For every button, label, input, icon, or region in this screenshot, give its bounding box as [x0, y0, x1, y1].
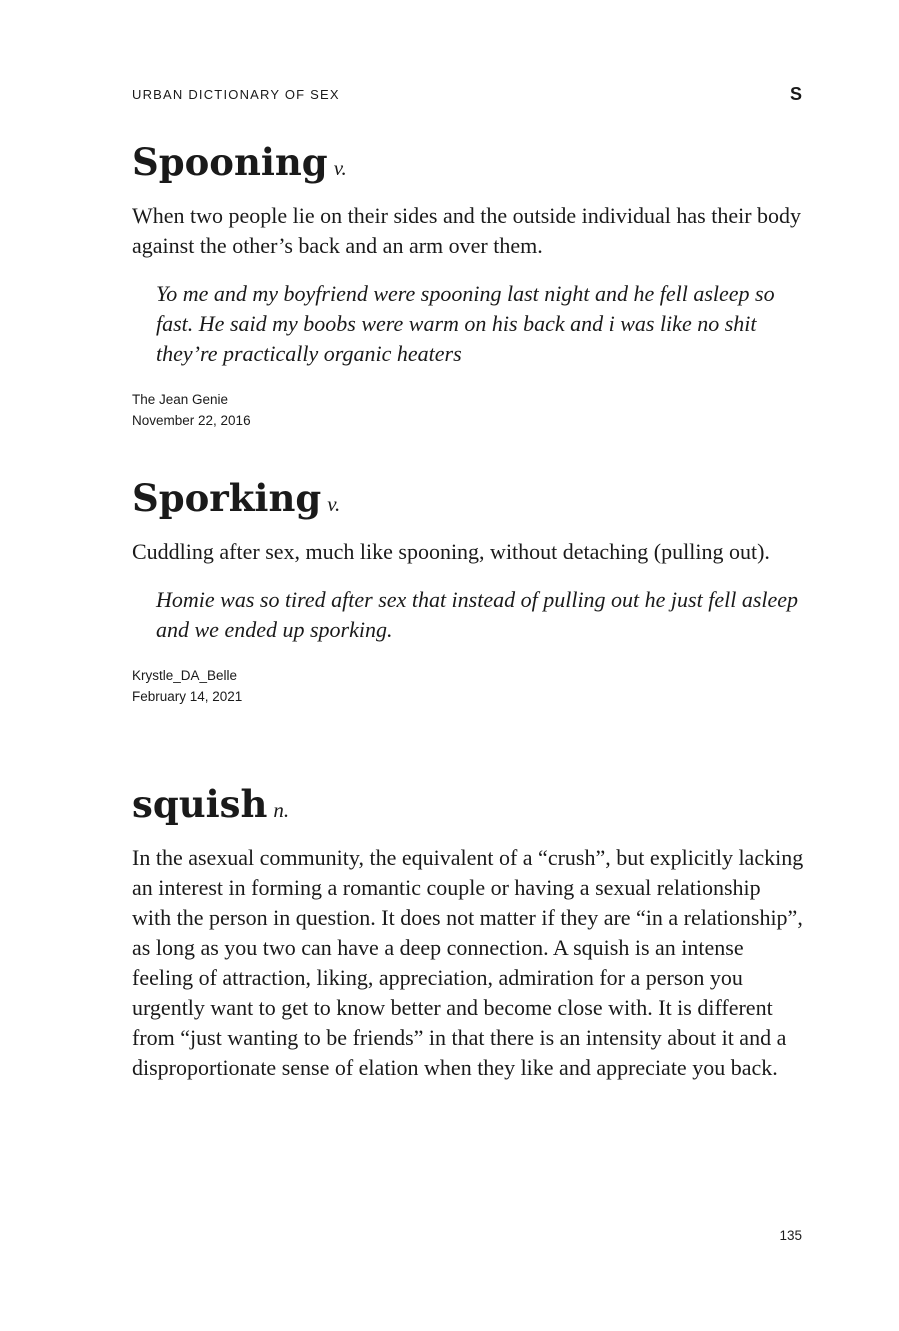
entry-headword	[132, 139, 804, 191]
part-of-speech: n.	[273, 798, 290, 822]
running-title: URBAN DICTIONARY OF SEX	[132, 87, 340, 102]
headword-text: Spooning	[132, 140, 328, 184]
page-number: 135	[779, 1228, 802, 1243]
part-of-speech: v.	[333, 156, 347, 180]
section-letter: S	[789, 84, 802, 104]
entry-byline	[132, 665, 804, 707]
entry-headword	[132, 475, 804, 527]
entry-byline	[132, 389, 804, 431]
part-of-speech: v.	[327, 492, 341, 516]
entry-headword	[132, 781, 804, 833]
entry-definition: Cuddling after sex, much like spooning, without detaching (pulling out).	[132, 539, 770, 564]
entry-author: The Jean Genie	[132, 392, 229, 407]
entry-squish	[132, 781, 804, 1083]
entry-author: Krystle_DA_Belle	[132, 668, 238, 683]
entry-spooning	[132, 139, 804, 431]
headword-text: Sporking	[132, 476, 322, 520]
entry-date: February 14, 2021	[132, 689, 243, 704]
entry-sporking	[132, 475, 804, 707]
headword-text: squish	[132, 782, 268, 826]
entry-definition: In the asexual community, the equivalent of a “crush”, but explicitly lacking an interest in forming a romantic couple or having a sexual relationship with the person in question. It does not matter if they are “in a relationship”, as long as you two can have a deep connection. A squish is an intense feeling of attraction, liking, appreciation, admiration for a person you urgently want to get to know better and become close with. It is different from “just wanting to be friends” in that there is an intensity about it and a disproportionate sense of elation when they like and appreciate you back.	[132, 845, 804, 1080]
entry-example: Yo me and my boyfriend were spooning last night and he fell asleep so fast. He said my boobs were warm on his back and i was like no shit they’re practically organic heaters	[156, 281, 775, 366]
entry-date: November 22, 2016	[132, 413, 251, 428]
entry-example: Homie was so tired after sex that instead of pulling out he just fell asleep and we ended up sporking.	[156, 587, 799, 642]
entry-definition: When two people lie on their sides and the outside individual has their body against the other’s back and an arm over them.	[132, 203, 802, 258]
